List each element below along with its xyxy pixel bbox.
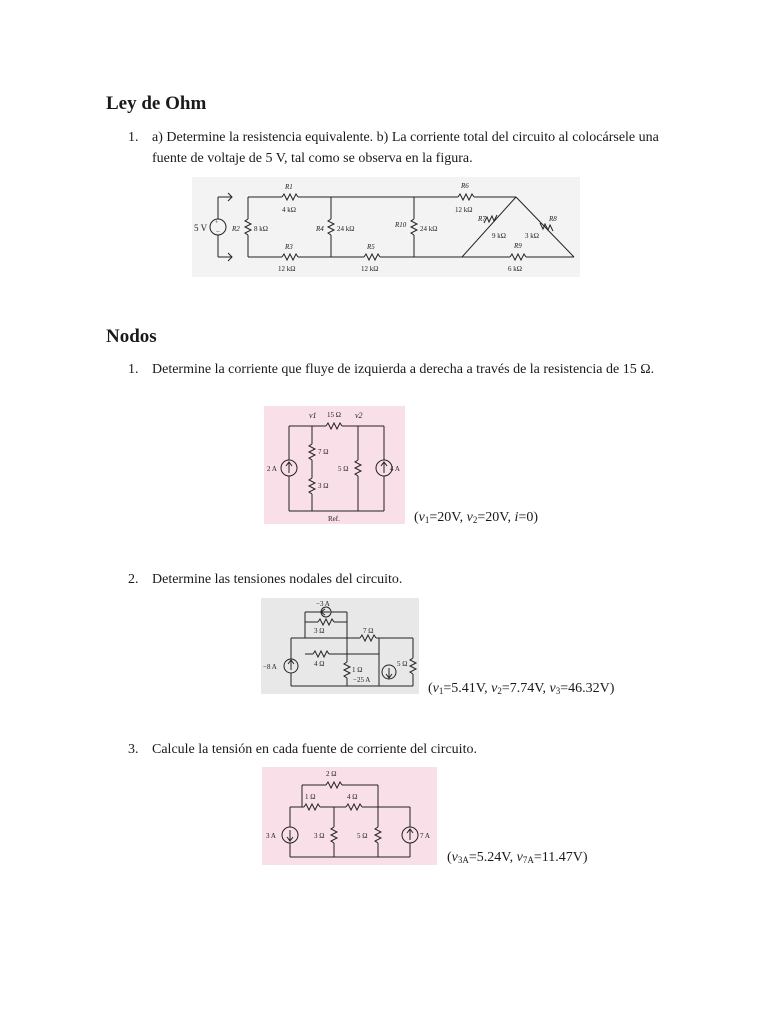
svg-text:3 Ω: 3 Ω (318, 482, 329, 490)
answer-nodos-3: ($v_{3A}=5.24V$, $v_{7A}=11.47V$) (447, 850, 588, 865)
svg-text:R7: R7 (478, 215, 486, 223)
svg-text:3 Ω: 3 Ω (314, 627, 325, 635)
svg-text:2 Ω: 2 Ω (326, 770, 337, 778)
problem-number: 3. (128, 742, 139, 757)
svg-text:24 kΩ: 24 kΩ (420, 225, 438, 233)
figure-ohm-circuit (192, 177, 580, 277)
svg-text:8 kΩ: 8 kΩ (254, 225, 268, 233)
svg-text:4 Ω: 4 Ω (347, 793, 358, 801)
svg-text:24 kΩ: 24 kΩ (337, 225, 355, 233)
svg-text:3 Ω: 3 Ω (314, 832, 325, 840)
svg-text:−8 A: −8 A (263, 663, 277, 671)
svg-text:R5: R5 (367, 243, 375, 251)
svg-text:12 kΩ: 12 kΩ (278, 265, 296, 273)
svg-text:−3 A: −3 A (316, 600, 330, 608)
figure-nodos-2-circuit (261, 598, 419, 694)
problem-text: Determine la corriente que fluye de izquierda a derecha a través de la resistencia de 15 Ω. (152, 362, 655, 377)
svg-text:4 Ω: 4 Ω (314, 660, 325, 668)
svg-text:R8: R8 (549, 215, 557, 223)
problem-number: 1. (128, 362, 139, 377)
svg-text:7 Ω: 7 Ω (363, 627, 374, 635)
fig-label: 5 V (194, 223, 208, 233)
answer-nodos-1: ($v_1=20V$, $v_2=20V$, i=0) (414, 510, 539, 525)
svg-text:v1: v1 (309, 411, 317, 420)
svg-text:v2: v2 (355, 411, 363, 420)
svg-text:6 kΩ: 6 kΩ (508, 265, 522, 273)
svg-text:R4: R4 (316, 225, 324, 233)
svg-text:3 kΩ: 3 kΩ (525, 232, 539, 240)
svg-text:5 Ω: 5 Ω (338, 465, 349, 473)
svg-text:−25 A: −25 A (353, 676, 371, 684)
svg-text:9 kΩ: 9 kΩ (492, 232, 506, 240)
svg-text:12 kΩ: 12 kΩ (361, 265, 379, 273)
svg-text:7 Ω: 7 Ω (318, 448, 329, 456)
answer-nodos-2: ($v_1=5.41V$, $v_2=7.74V$, $v_3=46.32V$) (428, 681, 615, 696)
svg-text:1 Ω: 1 Ω (305, 793, 316, 801)
svg-text:5 Ω: 5 Ω (397, 660, 408, 668)
problem-ohm-1 (128, 127, 668, 169)
problem-text: Calcule la tensión en cada fuente de corriente del circuito. (152, 742, 477, 757)
svg-text:R3: R3 (285, 243, 293, 251)
svg-text:R6: R6 (461, 182, 469, 190)
figure-nodos-3-circuit (262, 767, 437, 865)
svg-text:−: − (216, 228, 220, 236)
svg-text:4 A: 4 A (390, 465, 400, 473)
svg-text:R1: R1 (285, 183, 293, 191)
svg-text:12 kΩ: 12 kΩ (455, 206, 473, 214)
svg-text:1 Ω: 1 Ω (352, 666, 363, 674)
svg-text:2 A: 2 A (267, 465, 277, 473)
problem-nodos-1 (128, 359, 668, 380)
svg-text:5 Ω: 5 Ω (357, 832, 368, 840)
problem-number: 2. (128, 572, 139, 587)
svg-text:3 A: 3 A (266, 832, 276, 840)
section-title-ohm: Ley de Ohm (106, 93, 207, 114)
svg-text:R10: R10 (395, 221, 407, 229)
problem-text: a) Determine la resistencia equivalente. b) La corriente total del circuito al colocársele una fuente de voltaje de 5 V, tal como se observa en la figura. (152, 130, 659, 166)
svg-text:15 Ω: 15 Ω (327, 411, 341, 419)
problem-text: Determine las tensiones nodales del circuito. (152, 572, 403, 587)
svg-text:+: + (215, 220, 219, 226)
svg-text:4 kΩ: 4 kΩ (282, 206, 296, 214)
svg-text:7 A: 7 A (420, 832, 430, 840)
figure-nodos-1-circuit (264, 406, 405, 524)
problem-number: 1. (128, 130, 139, 145)
svg-text:R9: R9 (514, 242, 522, 250)
section-title-nodos: Nodos (106, 326, 157, 347)
problem-nodos-2 (128, 569, 668, 590)
svg-text:Ref.: Ref. (328, 515, 340, 523)
problem-nodos-3 (128, 739, 668, 760)
svg-text:R2: R2 (232, 225, 240, 233)
